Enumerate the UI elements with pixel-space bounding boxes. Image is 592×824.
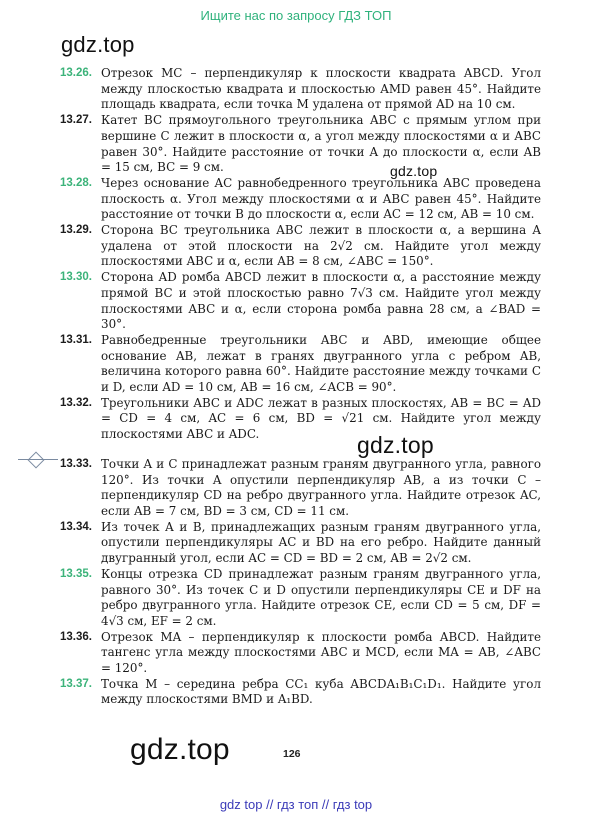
problem-item [60,223,541,270]
problem-item [60,66,541,113]
problem-item [60,270,541,333]
problem-number: 13.33. [60,457,92,470]
problem-number: 13.28. [60,176,92,189]
problem-item [60,176,541,223]
problem-number: 13.31. [60,333,92,346]
problem-text: Отрезок MA – перпендикуляр к плоскости ромба ABCD. Найдите тангенс угла между плоскостями ABC и MCD, если MA = AB, ∠ABC = 120°. [101,629,541,676]
problem-number: 13.37. [60,677,92,690]
problem-number: 13.34. [60,520,92,533]
problem-item [60,113,541,176]
problem-list [60,66,541,708]
watermark-logo: gdz.top [130,733,230,766]
problem-text: Точка M – середина ребра CC₁ куба ABCDA₁B₁C₁D₁. Найдите угол между плоскостями BMD и A₁BD. [101,676,541,707]
problem-number: 13.27. [60,114,92,127]
problem-item [60,520,541,567]
problem-item [60,457,541,520]
margin-marker-icon [28,452,45,469]
problem-text: Треугольники ABC и ADC лежат в разных плоскостях, AB = BC = AD = CD = 4 см, AC = 6 см, BD = √21 см. Найдите угол между плоскостями ABC и ADC. [101,395,541,442]
problem-item [60,677,541,708]
watermark-logo: gdz.top [357,432,434,458]
problem-number: 13.29. [60,224,92,237]
problem-number: 13.30. [60,271,92,284]
problem-item [60,630,541,677]
problem-number: 13.32. [60,396,92,409]
problem-text: Катет BC прямоугольного треугольника ABC с прямым углом при вершине C лежит в плоскости α, а угол между плоскостями α и ABC равен 30°. Найдите расстояние от точки A до плоскости α, если AB = 15 см, BC = 9 см. [101,113,541,175]
problem-text: Точки A и C принадлежат разным граням двугранного угла, равного 120°. Из точки A опустили перпендикуляр AB, а из точки C – перпендикуляр CD на ребро двугранного угла. Найдите отрезок AC, если AB = 7 см, BD = 3 см, CD = 11 см. [101,456,541,518]
problem-number: 13.26. [60,67,92,79]
problem-text: Отрезок MC – перпендикуляр к плоскости квадрата ABCD. Угол между плоскостью квадрата и плоскостью AMD равен 45°. Найдите площадь квадрата, если точка M удалена от прямой AD на 10 см. [101,66,541,112]
problem-number: 13.36. [60,630,92,643]
watermark-logo: gdz.top [390,163,438,179]
problem-text: Концы отрезка CD принадлежат разным граням двугранного угла, равного 30°. Из точек C и D опустили перпендикуляры CE и DF на ребро двугранного угла. Найдите отрезок CE, если CD = 5 см, DF = 4√3 см, EF = 2 см. [101,566,541,628]
page-number: 126 [283,748,301,760]
problem-item [60,567,541,630]
problem-text: Из точек A и B, принадлежащих разным граням двугранного угла, опустили перпендикуляры AC и BD на его ребро. Найдите данный двугранный угол, если AC = CD = BD = 2 см, AB = 2√2 см. [101,519,541,566]
problem-text: Сторона BC треугольника ABC лежит в плоскости α, а вершина A удалена от этой плоскости на 2√2 см. Найдите угол между плоскостями ABC и α, если AB = 8 см, ∠ABC = 150°. [101,223,541,269]
watermark-logo: gdz.top [61,32,135,57]
problem-item [60,333,541,396]
top-banner[interactable]: Ищите нас по запросу ГДЗ ТОП [200,8,392,23]
problem-text: Через основание AC равнобедренного треугольника ABC проведена плоскость α. Угол между плоскостями α и ABC равен 45°. Найдите расстояние от точки B до плоскости α, если AC = 12 см, AB = 10 см. [101,175,541,222]
bottom-banner[interactable]: gdz top // гдз топ // гдз top [219,797,373,812]
problem-number: 13.35. [60,567,92,580]
problem-text: Равнобедренные треугольники ABC и ABD, имеющие общее основание AB, лежат в гранях двугранного угла с ребром AB, величина которого равна 60°. Найдите расстояние между точками C и D, если AD = 10 см, AB = 16 см, ∠ACB = 90°. [101,332,541,395]
problem-item [60,396,541,443]
problem-text: Сторона AD ромба ABCD лежит в плоскости α, а расстояние между прямой BC и этой плоскостью равно 7√3 см. Найдите угол между плоскостями ABC и α, если сторона ромба равна 28 см, а ∠BAD = 30°. [101,270,541,332]
